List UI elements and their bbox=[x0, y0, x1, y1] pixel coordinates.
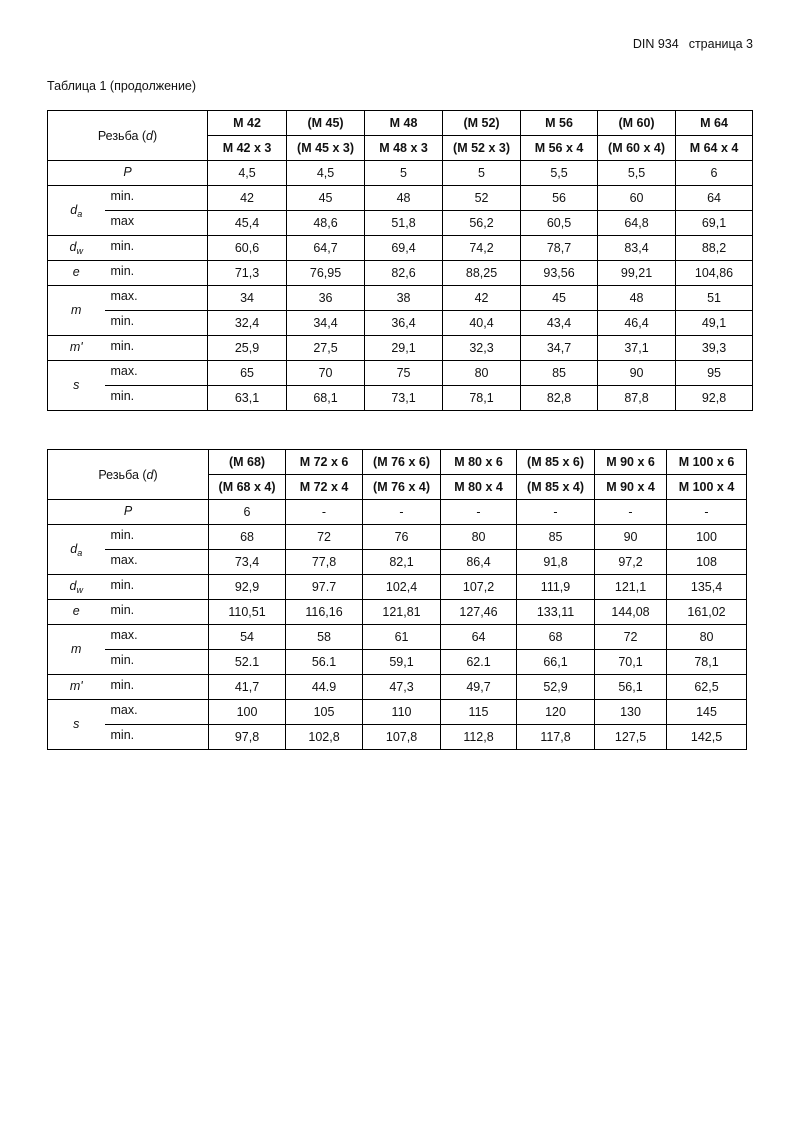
value-cell: 88,2 bbox=[676, 236, 753, 261]
page-header bbox=[633, 37, 753, 51]
value-cell: 78,1 bbox=[443, 386, 521, 411]
value-cell: 97,2 bbox=[595, 550, 667, 575]
symbol-mp bbox=[48, 336, 105, 361]
limit-label: min. bbox=[105, 336, 208, 361]
value-cell: 60 bbox=[598, 186, 676, 211]
symbol-base: e bbox=[72, 604, 80, 618]
fine-thread-header: M 42 x 3 bbox=[208, 136, 287, 161]
value-cell: 70,1 bbox=[595, 650, 667, 675]
value-cell: 66,1 bbox=[517, 650, 595, 675]
value-cell: 117,8 bbox=[517, 725, 595, 750]
row-s-min bbox=[48, 386, 753, 411]
fine-thread-header: (M 52 x 3) bbox=[443, 136, 521, 161]
row-s-min bbox=[48, 725, 747, 750]
value-cell: 45 bbox=[521, 286, 598, 311]
symbol-mp bbox=[48, 675, 105, 700]
dimensions-table-1 bbox=[47, 110, 753, 411]
symbol-dw bbox=[48, 575, 105, 600]
thread-size-header: M 56 bbox=[521, 111, 598, 136]
symbol-base: m bbox=[71, 302, 82, 317]
value-cell: 161,02 bbox=[667, 600, 747, 625]
row-e-min bbox=[48, 261, 753, 286]
symbol-subscript: w bbox=[76, 246, 83, 256]
value-cell: 60,5 bbox=[521, 211, 598, 236]
symbol-base: d bbox=[69, 240, 77, 254]
value-cell: 80 bbox=[667, 625, 747, 650]
thread-var: d bbox=[146, 128, 153, 143]
symbol-base: d bbox=[70, 202, 78, 217]
symbol-base: P bbox=[123, 165, 132, 179]
thread-size-header: (M 60) bbox=[598, 111, 676, 136]
value-cell: 56 bbox=[521, 186, 598, 211]
value-cell: 111,9 bbox=[517, 575, 595, 600]
value-cell: 5 bbox=[365, 161, 443, 186]
thread-size-header: (M 76 x 6) bbox=[363, 450, 441, 475]
value-cell: 68 bbox=[517, 625, 595, 650]
row-s-max bbox=[48, 361, 753, 386]
value-cell: 85 bbox=[521, 361, 598, 386]
thread-label: Резьба ( bbox=[98, 467, 147, 482]
value-cell: 69,4 bbox=[365, 236, 443, 261]
table-caption: Таблица 1 (продолжение) bbox=[47, 79, 197, 93]
value-cell: 73,4 bbox=[209, 550, 286, 575]
value-cell: 121,1 bbox=[595, 575, 667, 600]
fine-thread-header: (M 68 x 4) bbox=[209, 475, 286, 500]
value-cell: 68 bbox=[209, 525, 286, 550]
value-cell: 36,4 bbox=[365, 311, 443, 336]
row-e-min bbox=[48, 600, 747, 625]
fine-thread-header: M 90 x 4 bbox=[595, 475, 667, 500]
limit-label: min. bbox=[105, 525, 209, 550]
thread-close: ) bbox=[152, 128, 158, 143]
value-cell: 115 bbox=[441, 700, 517, 725]
thread-header bbox=[48, 450, 209, 500]
value-cell: 5,5 bbox=[521, 161, 598, 186]
symbol-s bbox=[48, 361, 105, 411]
fine-thread-header: (M 85 x 4) bbox=[517, 475, 595, 500]
value-cell: 83,4 bbox=[598, 236, 676, 261]
symbol-base: e bbox=[72, 265, 80, 279]
value-cell: 133,11 bbox=[517, 600, 595, 625]
limit-label: max. bbox=[105, 550, 209, 575]
limit-label: min. bbox=[105, 186, 208, 211]
row-da-max bbox=[48, 550, 747, 575]
value-cell: 46,4 bbox=[598, 311, 676, 336]
row-da-min bbox=[48, 186, 753, 211]
value-cell: 88,25 bbox=[443, 261, 521, 286]
value-cell: 107,2 bbox=[441, 575, 517, 600]
thread-size-header: M 90 x 6 bbox=[595, 450, 667, 475]
value-cell: 34,7 bbox=[521, 336, 598, 361]
thread-header bbox=[48, 111, 208, 161]
value-cell: 107,8 bbox=[363, 725, 441, 750]
value-cell: 43,4 bbox=[521, 311, 598, 336]
value-cell: 54 bbox=[209, 625, 286, 650]
row-m-max bbox=[48, 286, 753, 311]
row-s-max bbox=[48, 700, 747, 725]
value-cell: 62.1 bbox=[441, 650, 517, 675]
symbol-base: d bbox=[70, 541, 78, 556]
symbol-subscript: a bbox=[77, 208, 83, 219]
value-cell: 56.1 bbox=[286, 650, 363, 675]
value-cell: 37,1 bbox=[598, 336, 676, 361]
value-cell: 127,5 bbox=[595, 725, 667, 750]
thread-size-header: (M 68) bbox=[209, 450, 286, 475]
row-m-prime-min bbox=[48, 675, 747, 700]
symbol-base: s bbox=[73, 716, 80, 731]
value-cell: 110 bbox=[363, 700, 441, 725]
page-number: страница 3 bbox=[688, 37, 753, 51]
value-cell: 48,6 bbox=[287, 211, 365, 236]
value-cell: 63,1 bbox=[208, 386, 287, 411]
value-cell: 39,3 bbox=[676, 336, 753, 361]
limit-label: min. bbox=[105, 650, 209, 675]
value-cell: - bbox=[441, 500, 517, 525]
value-cell: 104,86 bbox=[676, 261, 753, 286]
value-cell: 108 bbox=[667, 550, 747, 575]
value-cell: 95 bbox=[676, 361, 753, 386]
limit-label: min. bbox=[105, 725, 209, 750]
symbol-base: m' bbox=[69, 340, 83, 354]
row-m-max bbox=[48, 625, 747, 650]
thread-size-header: (M 45) bbox=[287, 111, 365, 136]
value-cell: 69,1 bbox=[676, 211, 753, 236]
value-cell: 61 bbox=[363, 625, 441, 650]
value-cell: 110,51 bbox=[209, 600, 286, 625]
row-m-min bbox=[48, 650, 747, 675]
symbol-subscript: w bbox=[76, 585, 83, 595]
value-cell: 82,1 bbox=[363, 550, 441, 575]
dimensions-table-2 bbox=[47, 449, 747, 750]
limit-label: min. bbox=[105, 236, 208, 261]
limit-label: max. bbox=[105, 286, 208, 311]
value-cell: 45,4 bbox=[208, 211, 287, 236]
value-cell: 64,8 bbox=[598, 211, 676, 236]
value-cell: 25,9 bbox=[208, 336, 287, 361]
value-cell: 58 bbox=[286, 625, 363, 650]
symbol-P bbox=[48, 500, 209, 525]
value-cell: 75 bbox=[365, 361, 443, 386]
thread-size-header: M 72 x 6 bbox=[286, 450, 363, 475]
value-cell: 74,2 bbox=[443, 236, 521, 261]
row-dw-min bbox=[48, 575, 747, 600]
value-cell: 102,8 bbox=[286, 725, 363, 750]
value-cell: 4,5 bbox=[208, 161, 287, 186]
value-cell: 82,6 bbox=[365, 261, 443, 286]
symbol-e bbox=[48, 600, 105, 625]
symbol-base: m bbox=[71, 641, 82, 656]
thread-size-header: M 80 x 6 bbox=[441, 450, 517, 475]
value-cell: 51 bbox=[676, 286, 753, 311]
limit-label: max. bbox=[105, 361, 208, 386]
value-cell: - bbox=[667, 500, 747, 525]
symbol-base: m' bbox=[69, 679, 83, 693]
value-cell: 6 bbox=[676, 161, 753, 186]
limit-label: max. bbox=[105, 700, 209, 725]
value-cell: - bbox=[595, 500, 667, 525]
value-cell: 77,8 bbox=[286, 550, 363, 575]
value-cell: 52.1 bbox=[209, 650, 286, 675]
value-cell: 127,46 bbox=[441, 600, 517, 625]
fine-thread-header: M 48 x 3 bbox=[365, 136, 443, 161]
value-cell: 100 bbox=[667, 525, 747, 550]
value-cell: 112,8 bbox=[441, 725, 517, 750]
fine-thread-header: M 56 x 4 bbox=[521, 136, 598, 161]
fine-thread-header: M 72 x 4 bbox=[286, 475, 363, 500]
value-cell: 72 bbox=[595, 625, 667, 650]
thread-var: d bbox=[146, 467, 154, 482]
limit-label: min. bbox=[105, 261, 208, 286]
value-cell: 100 bbox=[209, 700, 286, 725]
row-dw-min bbox=[48, 236, 753, 261]
value-cell: 52,9 bbox=[517, 675, 595, 700]
limit-label: min. bbox=[105, 311, 208, 336]
value-cell: 48 bbox=[365, 186, 443, 211]
value-cell: - bbox=[363, 500, 441, 525]
value-cell: 56,2 bbox=[443, 211, 521, 236]
limit-label: min. bbox=[105, 575, 209, 600]
limit-label: min. bbox=[105, 600, 209, 625]
value-cell: 93,56 bbox=[521, 261, 598, 286]
value-cell: 49,7 bbox=[441, 675, 517, 700]
value-cell: 64 bbox=[676, 186, 753, 211]
limit-label: min. bbox=[105, 675, 209, 700]
value-cell: 71,3 bbox=[208, 261, 287, 286]
value-cell: 60,6 bbox=[208, 236, 287, 261]
thread-size-header: (M 52) bbox=[443, 111, 521, 136]
symbol-e bbox=[48, 261, 105, 286]
value-cell: 120 bbox=[517, 700, 595, 725]
value-cell: 145 bbox=[667, 700, 747, 725]
value-cell: 38 bbox=[365, 286, 443, 311]
thread-size-header: M 64 bbox=[676, 111, 753, 136]
value-cell: 72 bbox=[286, 525, 363, 550]
value-cell: 34 bbox=[208, 286, 287, 311]
row-m-min bbox=[48, 311, 753, 336]
value-cell: 64 bbox=[441, 625, 517, 650]
value-cell: 32,3 bbox=[443, 336, 521, 361]
value-cell: 121,81 bbox=[363, 600, 441, 625]
thread-close: ) bbox=[153, 467, 158, 482]
symbol-s bbox=[48, 700, 105, 750]
thread-size-header: M 100 x 6 bbox=[667, 450, 747, 475]
value-cell: 76,95 bbox=[287, 261, 365, 286]
symbol-dw bbox=[48, 236, 105, 261]
fine-thread-header: (M 45 x 3) bbox=[287, 136, 365, 161]
value-cell: 92,9 bbox=[209, 575, 286, 600]
value-cell: 47,3 bbox=[363, 675, 441, 700]
document-number: DIN 934 bbox=[632, 37, 679, 51]
value-cell: 99,21 bbox=[598, 261, 676, 286]
value-cell: 44.9 bbox=[286, 675, 363, 700]
thread-label: Резьба ( bbox=[97, 128, 147, 143]
limit-label: max. bbox=[105, 625, 209, 650]
value-cell: 144,08 bbox=[595, 600, 667, 625]
symbol-m bbox=[48, 286, 105, 336]
symbol-m bbox=[48, 625, 105, 675]
value-cell: 68,1 bbox=[287, 386, 365, 411]
value-cell: 4,5 bbox=[287, 161, 365, 186]
value-cell: 6 bbox=[209, 500, 286, 525]
thread-size-header: (M 85 x 6) bbox=[517, 450, 595, 475]
symbol-da bbox=[48, 525, 105, 575]
row-m-prime-min bbox=[48, 336, 753, 361]
value-cell: 82,8 bbox=[521, 386, 598, 411]
value-cell: 105 bbox=[286, 700, 363, 725]
value-cell: 42 bbox=[443, 286, 521, 311]
value-cell: 5 bbox=[443, 161, 521, 186]
value-cell: 52 bbox=[443, 186, 521, 211]
value-cell: 56,1 bbox=[595, 675, 667, 700]
row-da-max bbox=[48, 211, 753, 236]
value-cell: 27,5 bbox=[287, 336, 365, 361]
value-cell: 49,1 bbox=[676, 311, 753, 336]
value-cell: 78,1 bbox=[667, 650, 747, 675]
fine-thread-header: M 100 x 4 bbox=[667, 475, 747, 500]
value-cell: 130 bbox=[595, 700, 667, 725]
value-cell: 40,4 bbox=[443, 311, 521, 336]
value-cell: 91,8 bbox=[517, 550, 595, 575]
thread-size-header: M 48 bbox=[365, 111, 443, 136]
row-pitch bbox=[48, 161, 753, 186]
row-pitch bbox=[48, 500, 747, 525]
limit-label: max bbox=[105, 211, 208, 236]
value-cell: 5,5 bbox=[598, 161, 676, 186]
header-row-sizes bbox=[48, 450, 747, 475]
value-cell: 102,4 bbox=[363, 575, 441, 600]
value-cell: 73,1 bbox=[365, 386, 443, 411]
value-cell: 45 bbox=[287, 186, 365, 211]
value-cell: 85 bbox=[517, 525, 595, 550]
value-cell: 90 bbox=[595, 525, 667, 550]
value-cell: 51,8 bbox=[365, 211, 443, 236]
symbol-base: P bbox=[123, 504, 133, 518]
value-cell: 48 bbox=[598, 286, 676, 311]
row-da-min bbox=[48, 525, 747, 550]
value-cell: 62,5 bbox=[667, 675, 747, 700]
value-cell: 90 bbox=[598, 361, 676, 386]
value-cell: - bbox=[517, 500, 595, 525]
value-cell: 80 bbox=[441, 525, 517, 550]
symbol-da bbox=[48, 186, 105, 236]
value-cell: 65 bbox=[208, 361, 287, 386]
value-cell: 59,1 bbox=[363, 650, 441, 675]
value-cell: 34,4 bbox=[287, 311, 365, 336]
value-cell: 29,1 bbox=[365, 336, 443, 361]
value-cell: 86,4 bbox=[441, 550, 517, 575]
fine-thread-header: M 64 x 4 bbox=[676, 136, 753, 161]
value-cell: 36 bbox=[287, 286, 365, 311]
symbol-P bbox=[48, 161, 208, 186]
fine-thread-header: (M 60 x 4) bbox=[598, 136, 676, 161]
value-cell: 42 bbox=[208, 186, 287, 211]
symbol-subscript: a bbox=[77, 547, 83, 558]
value-cell: 92,8 bbox=[676, 386, 753, 411]
value-cell: 64,7 bbox=[287, 236, 365, 261]
value-cell: 76 bbox=[363, 525, 441, 550]
symbol-base: s bbox=[73, 377, 80, 392]
thread-size-header: M 42 bbox=[208, 111, 287, 136]
value-cell: 32,4 bbox=[208, 311, 287, 336]
value-cell: 80 bbox=[443, 361, 521, 386]
value-cell: 87,8 bbox=[598, 386, 676, 411]
value-cell: 41,7 bbox=[209, 675, 286, 700]
value-cell: 116,16 bbox=[286, 600, 363, 625]
header-row-sizes bbox=[48, 111, 753, 136]
value-cell: 97.7 bbox=[286, 575, 363, 600]
value-cell: 142,5 bbox=[667, 725, 747, 750]
value-cell: 97,8 bbox=[209, 725, 286, 750]
value-cell: 70 bbox=[287, 361, 365, 386]
fine-thread-header: M 80 x 4 bbox=[441, 475, 517, 500]
symbol-base: d bbox=[69, 579, 77, 593]
limit-label: min. bbox=[105, 386, 208, 411]
value-cell: 78,7 bbox=[521, 236, 598, 261]
value-cell: 135,4 bbox=[667, 575, 747, 600]
value-cell: - bbox=[286, 500, 363, 525]
fine-thread-header: (M 76 x 4) bbox=[363, 475, 441, 500]
